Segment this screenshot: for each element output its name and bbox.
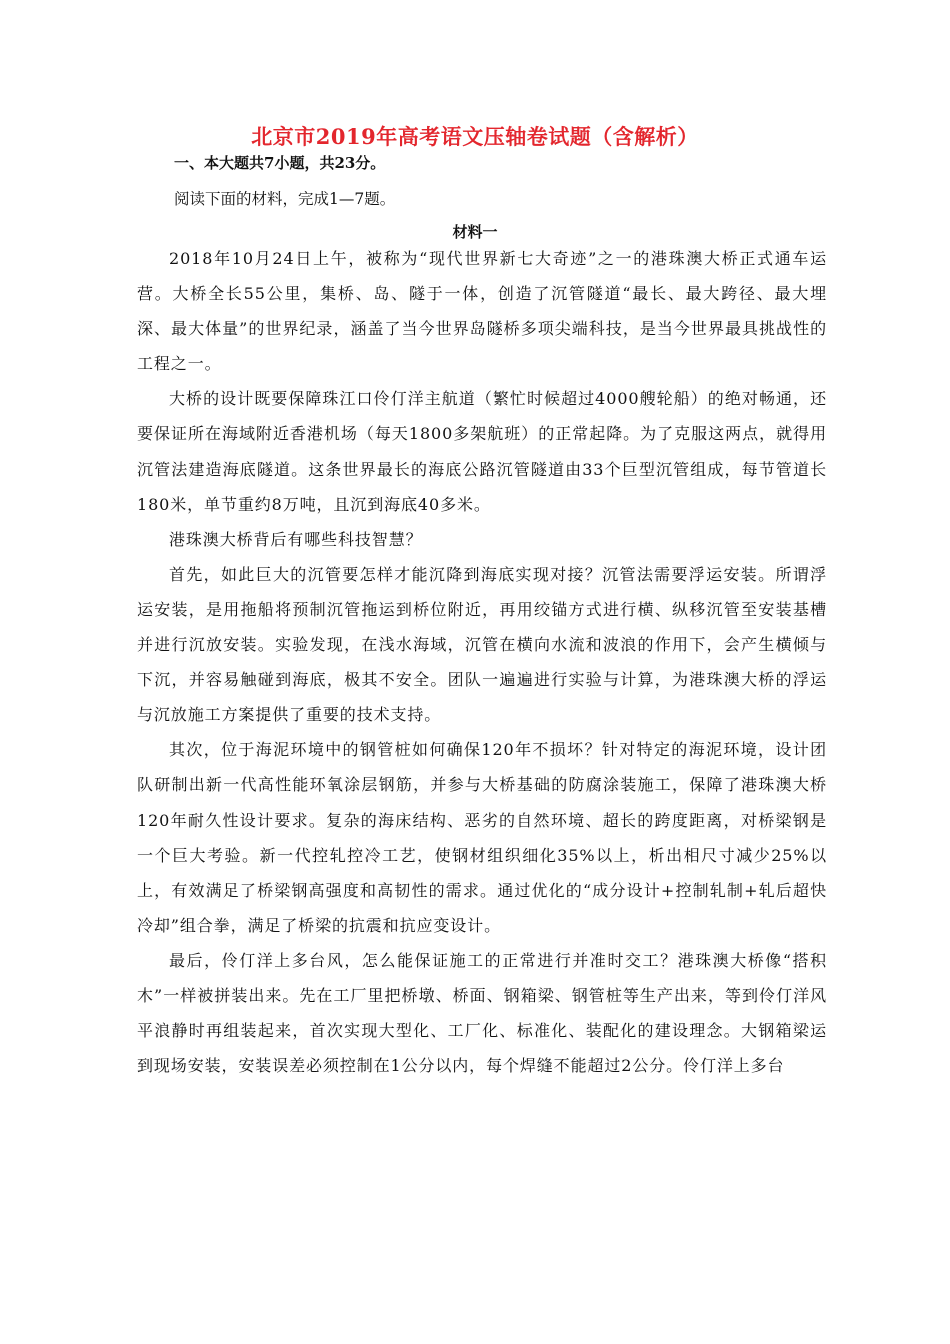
paragraph-last: 最后，伶仃洋上多台风，怎么能保证施工的正常进行并准时交工？港珠澳大桥像“搭积木”一样被拼装出来。先在工厂里把桥墩、桥面、钢箱梁、钢管桩等生产出来，等到伶仃洋风平浪静时再组装起来，首次实现大型化、工厂化、标准化、装配化的建设理念。大钢箱梁运到现场安装，安装误差必须控制在1公分以内，每个焊缝不能超过2公分。伶仃洋上多台 <box>137 950 827 1076</box>
paragraph-intro: 2018年10月24日上午，被称为“现代世界新七大奇迹”之一的港珠澳大桥正式通车运营。大桥全长55公里，集桥、岛、隧于一体，创造了沉管隧道“最长、最大跨径、最大埋深、最大体量”的世界纪录，涵盖了当今世界岛隧桥多项尖端科技，是当今世界最具挑战性的工程之一。 <box>137 249 827 374</box>
reading-instruction: 阅读下面的材料，完成1—7题。 <box>174 190 396 208</box>
document-title: 北京市2019年高考语文压轴卷试题（含解析） <box>251 124 699 149</box>
paragraph-design: 大桥的设计既要保障珠江口伶仃洋主航道（繁忙时候超过4000艘轮船）的绝对畅通，还要保证所在海域附近香港机场（每天1800多架航班）的正常起降。为了克服这两点，就得用沉管法建造海底隧道。这条世界最长的海底公路沉管隧道由33个巨型沉管组成，每节管道长180米，单节重约8万吨，且沉到海底40多米。 <box>137 389 827 514</box>
section-heading: 一、本大题共7小题，共23分。 <box>174 154 386 172</box>
paragraph-first: 首先，如此巨大的沉管要怎样才能沉降到海底实现对接？沉管法需要浮运安装。所谓浮运安装，是用拖船将预制沉管拖运到桥位附近，再用绞锚方式进行横、纵移沉管至安装基槽并进行沉放安装。实验发现，在浅水海域，沉管在横向水流和波浪的作用下，会产生横倾与下沉，并容易触碰到海底，极其不安全。团队一遍遍进行实验与计算，为港珠澳大桥的浮运与沉放施工方案提供了重要的技术支持。 <box>137 564 827 725</box>
material-heading: 材料一 <box>452 223 498 241</box>
paragraph-second: 其次，位于海泥环境中的钢管桩如何确保120年不损坏？针对特定的海泥环境，设计团队研制出新一代高性能环氧涂层钢筋，并参与大桥基础的防腐涂装施工，保障了港珠澳大桥120年耐久性设计要求。复杂的海床结构、恶劣的自然环境、超长的跨度距离，对桥梁钢是一个巨大考验。新一代控轧控冷工艺，使钢材组织细化35%以上，析出相尺寸减少25%以上，有效满足了桥梁钢高强度和高韧性的需求。通过优化的“成分设计+控制轧制+轧后超快冷却”组合拳，满足了桥梁的抗震和抗应变设计。 <box>137 740 827 935</box>
paragraph-question: 港珠澳大桥背后有哪些科技智慧？ <box>169 529 423 549</box>
material-body <box>137 241 827 1083</box>
